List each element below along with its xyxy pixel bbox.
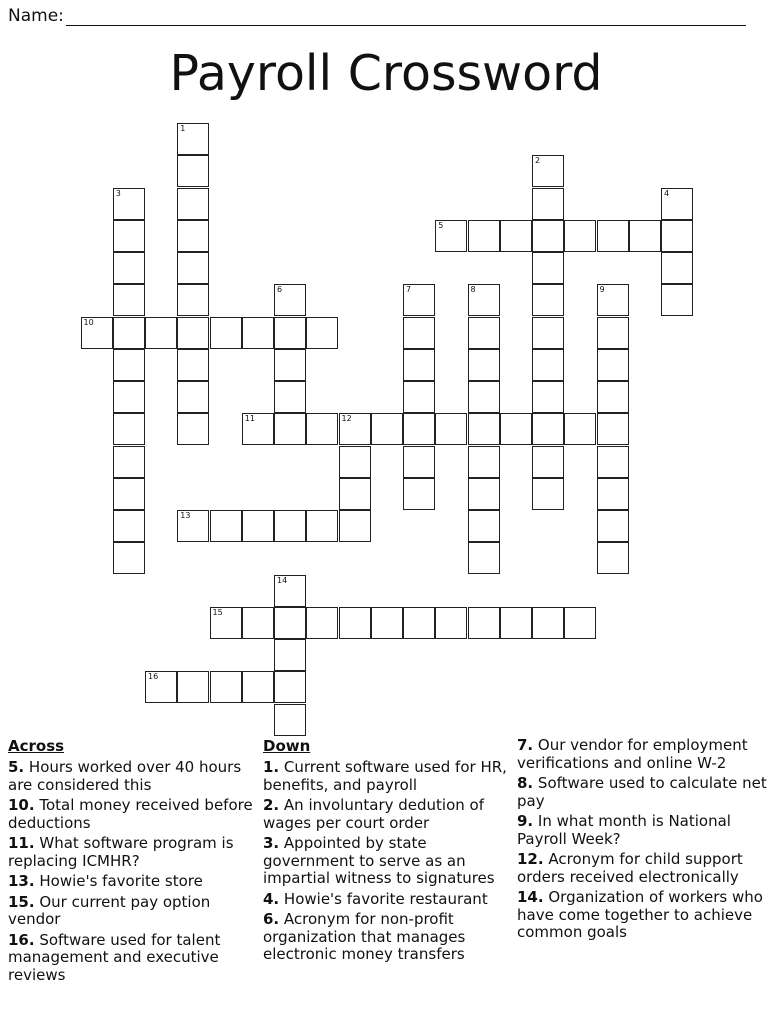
grid-cell[interactable] [177,284,209,316]
grid-cell[interactable] [242,413,274,445]
grid-cell[interactable] [177,413,209,445]
grid-cell[interactable] [145,671,177,703]
grid-cell[interactable] [532,607,564,639]
clue-across-15: 15. Our current pay option vendor [8,892,211,928]
grid-cell[interactable] [177,252,209,284]
grid-cell[interactable] [113,413,145,445]
grid-cell[interactable] [468,478,500,510]
grid-cell[interactable] [371,413,403,445]
grid-cell[interactable] [597,381,629,413]
grid-cell[interactable] [500,413,532,445]
grid-cell[interactable] [274,639,306,671]
grid-cell[interactable] [532,155,564,187]
grid-cell[interactable] [113,510,145,542]
down-heading: Down [263,737,311,755]
down-clues-continued [517,737,767,945]
clue-down-4: 4. Howie's favorite restaurant [263,889,488,908]
grid-cell[interactable] [564,413,596,445]
grid-cell[interactable] [403,349,435,381]
across-clues [8,737,253,987]
grid-cell[interactable] [339,510,371,542]
clue-down-2: 2. An involuntary dedution of wages per court order [263,796,484,832]
grid-cell[interactable] [371,607,403,639]
grid-cell[interactable] [274,575,306,607]
grid-cell[interactable] [597,220,629,252]
grid-cell[interactable] [403,381,435,413]
grid-cell[interactable] [597,317,629,349]
grid-cell[interactable] [113,349,145,381]
clue-number: 5 [438,220,444,230]
grid-cell[interactable] [113,478,145,510]
clue-down-7: 7. Our vendor for employment verifications and online W-2 [517,736,748,772]
clue-down-9: 9. In what month is National Payroll Week? [517,812,731,848]
clue-number: 1 [180,124,186,133]
grid-cell[interactable] [532,381,564,413]
grid-cell[interactable] [242,671,274,703]
grid-cell[interactable] [532,188,564,220]
grid-cell[interactable] [532,349,564,381]
grid-cell[interactable] [468,349,500,381]
name-label: Name: [8,6,64,26]
grid-cell[interactable] [274,671,306,703]
grid-cell[interactable] [468,446,500,478]
grid-cell[interactable] [274,510,306,542]
clue-across-10: 10. Total money received before deductions [8,796,253,832]
clue-down-14: 14. Organization of workers who have come together to achieve common goals [517,888,763,941]
clue-across-11: 11. What software program is replacing ICMHR? [8,834,234,870]
clue-number: 11 [244,414,255,424]
grid-cell[interactable] [500,607,532,639]
grid-cell[interactable] [532,446,564,478]
grid-cell[interactable] [597,510,629,542]
grid-cell[interactable] [468,510,500,542]
grid-cell[interactable] [403,284,435,316]
grid-cell[interactable] [339,446,371,478]
grid-cell[interactable] [339,413,371,445]
clue-down-8: 8. Software used to calculate net pay [517,774,767,810]
grid-cell[interactable] [597,349,629,381]
clue-number: 8 [470,285,476,295]
grid-cell[interactable] [403,413,435,445]
grid-cell[interactable] [177,220,209,252]
grid-cell[interactable] [661,284,693,316]
grid-cell[interactable] [177,155,209,187]
grid-cell[interactable] [177,381,209,413]
grid-cell[interactable] [597,446,629,478]
grid-cell[interactable] [468,542,500,574]
grid-cell[interactable] [597,413,629,445]
grid-cell[interactable] [274,413,306,445]
clue-number: 7 [406,285,412,295]
clue-number: 13 [180,511,191,520]
clue-number: 16 [148,672,159,682]
grid-cell[interactable] [532,284,564,316]
grid-cell[interactable] [306,413,338,445]
grid-cell[interactable] [274,704,306,736]
grid-cell[interactable] [661,252,693,284]
grid-cell[interactable] [274,349,306,381]
grid-cell[interactable] [403,607,435,639]
grid-cell[interactable] [629,220,661,252]
grid-cell[interactable] [177,317,209,349]
page-title: Payroll Crossword [169,45,603,102]
grid-cell[interactable] [274,317,306,349]
grid-cell[interactable] [661,220,693,252]
grid-cell[interactable] [113,284,145,316]
grid-cell[interactable] [435,607,467,639]
clue-number: 4 [664,188,670,198]
across-heading: Across [8,737,65,755]
grid-cell[interactable] [468,317,500,349]
grid-cell[interactable] [306,317,338,349]
grid-cell[interactable] [468,220,500,252]
grid-cell[interactable] [564,607,596,639]
grid-cell[interactable] [403,478,435,510]
grid-cell[interactable] [242,510,274,542]
grid-cell[interactable] [532,220,564,252]
grid-cell[interactable] [145,317,177,349]
grid-cell[interactable] [274,381,306,413]
grid-cell[interactable] [113,252,145,284]
grid-cell[interactable] [339,607,371,639]
clue-down-12: 12. Acronym for child support orders received electronically [517,850,743,886]
clue-number: 10 [83,317,94,327]
grid-cell[interactable] [177,671,209,703]
clue-number: 15 [212,607,223,617]
grid-cell[interactable] [210,607,242,639]
grid-cell[interactable] [661,188,693,220]
clue-number: 3 [115,188,121,198]
grid-cell[interactable] [306,510,338,542]
grid-cell[interactable] [564,220,596,252]
clue-down-1: 1. Current software used for HR, benefits, and payroll [263,758,507,794]
clue-number: 2 [535,156,541,166]
grid-cell[interactable] [532,413,564,445]
clue-number: 9 [599,285,605,295]
grid-cell[interactable] [113,542,145,574]
clue-down-3: 3. Appointed by state government to serve as an impartial witness to signatures [263,834,495,887]
grid-cell[interactable] [113,446,145,478]
grid-cell[interactable] [210,510,242,542]
grid-cell[interactable] [113,317,145,349]
grid-cell[interactable] [177,188,209,220]
grid-cell[interactable] [435,220,467,252]
grid-cell[interactable] [468,284,500,316]
grid-cell[interactable] [177,349,209,381]
grid-cell[interactable] [177,510,209,542]
grid-cell[interactable] [532,478,564,510]
clue-down-6: 6. Acronym for non-profit organization that manages electronic money transfers [263,910,466,963]
grid-cell[interactable] [435,413,467,445]
down-clues [263,737,515,967]
grid-cell[interactable] [403,317,435,349]
grid-cell[interactable] [113,188,145,220]
grid-cell[interactable] [532,317,564,349]
clue-across-13: 13. Howie's favorite store [8,872,203,890]
clue-number: 6 [277,285,283,295]
grid-cell[interactable] [306,607,338,639]
grid-cell[interactable] [468,381,500,413]
clue-across-5: 5. Hours worked over 40 hours are considered this [8,758,242,794]
grid-cell[interactable] [597,542,629,574]
grid-cell[interactable] [81,317,113,349]
grid-cell[interactable] [339,478,371,510]
grid-cell[interactable] [403,446,435,478]
grid-cell[interactable] [210,671,242,703]
grid-cell[interactable] [274,607,306,639]
clue-number: 14 [277,575,288,585]
grid-cell[interactable] [500,220,532,252]
grid-cell[interactable] [532,252,564,284]
grid-cell[interactable] [113,381,145,413]
grid-cell[interactable] [242,317,274,349]
clue-across-16: 16. Software used for talent management and executive reviews [8,930,221,984]
grid-cell[interactable] [242,607,274,639]
grid-cell[interactable] [177,123,209,155]
grid-cell[interactable] [274,284,306,316]
grid-cell[interactable] [597,284,629,316]
grid-cell[interactable] [468,607,500,639]
grid-cell[interactable] [597,478,629,510]
clue-number: 12 [341,414,352,424]
grid-cell[interactable] [210,317,242,349]
grid-cell[interactable] [113,220,145,252]
grid-cell[interactable] [468,413,500,445]
